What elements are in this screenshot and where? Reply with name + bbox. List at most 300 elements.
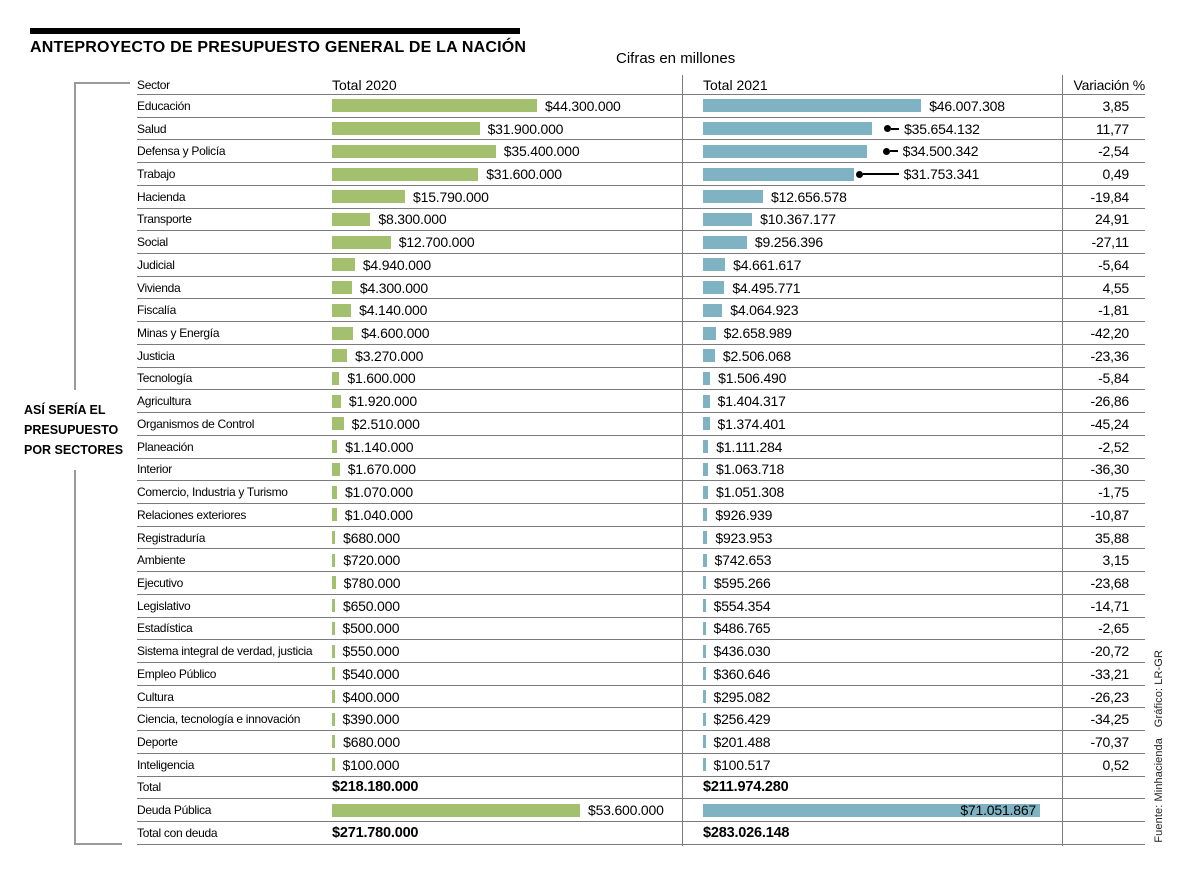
value-2021: $283.026.148 <box>703 824 790 841</box>
table-row <box>137 708 1145 731</box>
variation-value: -2,54 <box>1098 143 1129 160</box>
variation-value: -26,86 <box>1090 393 1129 410</box>
cell-2021 <box>682 121 1062 137</box>
sector-label: Trabajo <box>137 167 176 182</box>
bar-2021-wrap <box>703 713 706 726</box>
bar-2020 <box>332 690 335 703</box>
bar-2020 <box>332 645 335 658</box>
table-row <box>137 118 1145 141</box>
sector-label: Justicia <box>137 348 175 363</box>
bar-2020 <box>332 281 352 294</box>
bar-2020 <box>332 667 335 680</box>
table-row <box>137 663 1145 686</box>
value-2020: $400.000 <box>342 688 400 705</box>
cell-2020 <box>332 143 682 159</box>
bar-2021-wrap <box>703 327 716 340</box>
table-row <box>137 299 1145 322</box>
value-2021: $436.030 <box>713 643 771 660</box>
cell-2020 <box>332 211 682 227</box>
bar-2021-wrap <box>703 554 707 567</box>
table-header-row <box>137 75 1145 95</box>
table-row <box>137 390 1145 413</box>
cell-2020 <box>332 757 682 773</box>
variation-value: -26,23 <box>1090 688 1129 705</box>
cell-2020 <box>332 121 682 137</box>
cell-2020 <box>332 370 682 386</box>
table-row <box>137 163 1145 186</box>
bar-2020 <box>332 395 341 408</box>
variation-value: -27,11 <box>1091 234 1129 251</box>
variation-value: -45,24 <box>1090 415 1129 432</box>
variation-value: -36,30 <box>1090 461 1129 478</box>
bar-2020 <box>332 417 344 430</box>
bar-2021 <box>703 349 715 362</box>
bar-2020 <box>332 463 340 476</box>
cell-2020 <box>332 666 682 682</box>
bar-2021 <box>703 735 706 748</box>
cell-2021 <box>682 348 1062 364</box>
bar-2021-wrap <box>703 622 706 635</box>
table-body <box>137 95 1145 845</box>
cell-2021 <box>682 620 1062 636</box>
table-row <box>137 822 1145 845</box>
bar-2020 <box>332 622 335 635</box>
cell-2020 <box>332 530 682 546</box>
bar-2020 <box>332 304 351 317</box>
bar-2021-wrap <box>703 145 867 158</box>
cell-2020 <box>332 825 682 841</box>
cell-2020 <box>332 598 682 614</box>
cell-2021 <box>682 757 1062 773</box>
cell-2020 <box>332 325 682 341</box>
bar-2021-wrap <box>703 531 707 544</box>
variation-value: 0,49 <box>1102 166 1129 183</box>
bar-2021 <box>703 508 707 521</box>
variation-value: -14,71 <box>1090 597 1129 614</box>
table-row <box>137 322 1145 345</box>
bar-2020 <box>332 599 335 612</box>
bar-2021 <box>703 190 763 203</box>
table-row <box>137 527 1145 550</box>
variation-value: -23,36 <box>1090 347 1129 364</box>
value-2021: $256.429 <box>713 711 771 728</box>
bar-2021-wrap <box>703 486 708 499</box>
cell-2020 <box>332 620 682 636</box>
value-2021: $554.354 <box>713 597 771 614</box>
value-2021: $9.256.396 <box>754 234 823 251</box>
sector-label: Comercio, Industria y Turismo <box>137 485 288 500</box>
bar-2020 <box>332 236 391 249</box>
cell-2020 <box>332 802 682 818</box>
sector-label: Fiscalía <box>137 303 176 318</box>
cell-2020 <box>332 257 682 273</box>
variation-value: -33,21 <box>1090 665 1129 682</box>
cell-2020 <box>332 484 682 500</box>
sector-label: Cultura <box>137 689 174 704</box>
table-row <box>137 572 1145 595</box>
cell-2021 <box>682 689 1062 705</box>
bar-2021 <box>703 168 854 181</box>
value-2020: $1.670.000 <box>347 461 416 478</box>
cell-2020 <box>332 552 682 568</box>
bar-2020 <box>332 713 335 726</box>
bar-2021 <box>703 213 752 226</box>
side-bracket-top <box>74 82 130 84</box>
bar-2021 <box>703 531 707 544</box>
value-2020: $4.300.000 <box>359 279 428 296</box>
col-header-sector: Sector <box>137 77 170 92</box>
bar-2021 <box>703 713 706 726</box>
cell-2021 <box>682 804 1062 817</box>
col-header-total-2021: Total 2021 <box>703 76 768 93</box>
cell-2021 <box>682 143 1062 159</box>
bar-2021-wrap <box>703 508 707 521</box>
bar-2020 <box>332 122 480 135</box>
bar-2020 <box>332 190 405 203</box>
sector-label: Ambiente <box>137 553 186 568</box>
cell-2020 <box>332 348 682 364</box>
cell-2020 <box>332 507 682 523</box>
sector-label: Registraduría <box>137 530 206 545</box>
cell-2021 <box>682 370 1062 386</box>
units-note: Cifras en millones <box>616 50 736 67</box>
bar-2021-wrap <box>703 236 747 249</box>
value-2020: $271.780.000 <box>332 824 419 841</box>
value-2020: $31.600.000 <box>486 166 562 183</box>
value-2020: $218.180.000 <box>332 779 419 796</box>
bar-2021 <box>703 667 706 680</box>
value-2020: $4.140.000 <box>359 302 428 319</box>
value-2021: $12.656.578 <box>771 188 847 205</box>
table-row <box>137 777 1145 800</box>
sector-label: Organismos de Control <box>137 416 255 431</box>
variation-value: -10,87 <box>1090 506 1129 523</box>
bar-2021 <box>703 99 921 112</box>
value-2021: $100.517 <box>713 756 771 773</box>
bar-2021 <box>703 645 706 658</box>
cell-2021 <box>682 825 1062 841</box>
cell-2020 <box>332 734 682 750</box>
bar-2020 <box>332 327 353 340</box>
bar-2021 <box>703 440 708 453</box>
bar-2020 <box>332 145 496 158</box>
cell-2021 <box>682 530 1062 546</box>
variation-value: -34,25 <box>1090 711 1129 728</box>
bar-2021 <box>703 372 710 385</box>
value-2020: $680.000 <box>343 529 400 546</box>
sector-label: Defensa y Policía <box>137 144 226 159</box>
table-row <box>137 459 1145 482</box>
value-2021: $486.765 <box>713 620 771 637</box>
source-note: Fuente: Minhacienda <box>1153 738 1165 843</box>
sector-label: Deuda Pública <box>137 803 212 818</box>
variation-value: -20,72 <box>1090 643 1129 660</box>
sector-label: Relaciones exteriores <box>137 507 247 522</box>
table-row <box>137 140 1145 163</box>
variation-value: 0,52 <box>1102 756 1129 773</box>
value-2021: $34.500.342 <box>902 143 979 160</box>
table-row <box>137 436 1145 459</box>
table-row <box>137 209 1145 232</box>
title-rule <box>30 28 520 34</box>
sector-label: Ejecutivo <box>137 575 183 590</box>
cell-2021 <box>682 779 1062 795</box>
table-row <box>137 95 1145 118</box>
cell-2021 <box>682 484 1062 500</box>
side-bracket-bottom <box>74 843 122 845</box>
value-2021: $595.266 <box>713 574 771 591</box>
bar-2021-wrap <box>703 395 710 408</box>
cell-2021 <box>682 211 1062 227</box>
bar-2021-wrap <box>703 690 706 703</box>
value-2020: $1.920.000 <box>348 393 417 410</box>
value-2021: $4.064.923 <box>730 302 799 319</box>
bar-2020 <box>332 508 337 521</box>
value-2021: $31.753.341 <box>903 166 980 183</box>
value-2021: $10.367.177 <box>760 211 836 228</box>
table-row <box>137 345 1145 368</box>
table-row <box>137 686 1145 709</box>
col-header-total-2020: Total 2020 <box>332 76 397 93</box>
value-2020: $2.510.000 <box>351 415 420 432</box>
cell-2020 <box>332 280 682 296</box>
cell-2020 <box>332 643 682 659</box>
value-2020: $780.000 <box>343 574 401 591</box>
cell-2020 <box>332 461 682 477</box>
value-2020: $15.790.000 <box>413 188 489 205</box>
sector-label: Salud <box>137 121 167 136</box>
sector-label: Minas y Energía <box>137 326 220 341</box>
sector-label: Hacienda <box>137 189 186 204</box>
table-row <box>137 799 1145 822</box>
cell-2021 <box>682 643 1062 659</box>
bar-2021 <box>703 395 710 408</box>
bar-2021 <box>703 281 724 294</box>
marker-dot-icon <box>884 125 891 132</box>
table-row <box>137 368 1145 391</box>
bar-2021 <box>703 599 706 612</box>
bar-2020 <box>332 168 478 181</box>
cell-2021 <box>682 325 1062 341</box>
variation-value: 11,77 <box>1096 120 1129 137</box>
bar-2021 <box>703 690 706 703</box>
value-2020: $720.000 <box>343 552 401 569</box>
marker-line <box>890 150 898 152</box>
value-2021: $2.506.068 <box>722 347 791 364</box>
table-row <box>137 640 1145 663</box>
value-2021: $926.939 <box>715 506 773 523</box>
marker-dot-icon <box>856 171 863 178</box>
cell-2021 <box>682 666 1062 682</box>
table-row <box>137 413 1145 436</box>
bar-2020 <box>332 735 335 748</box>
value-2021: $1.063.718 <box>716 461 785 478</box>
cell-2021 <box>682 461 1062 477</box>
bar-2020 <box>332 576 336 589</box>
cell-2021 <box>682 439 1062 455</box>
variation-value: -5,84 <box>1098 370 1129 387</box>
bar-2021 <box>703 463 708 476</box>
bar-2021 <box>703 258 725 271</box>
value-2020: $680.000 <box>343 733 400 750</box>
table-row <box>137 618 1145 641</box>
sector-label: Legislativo <box>137 598 191 613</box>
variation-value: 24,91 <box>1094 211 1129 228</box>
bar-2021-wrap <box>703 258 725 271</box>
table-row <box>137 754 1145 777</box>
variation-value: -1,81 <box>1098 302 1129 319</box>
value-2020: $8.300.000 <box>378 211 447 228</box>
cell-2021 <box>682 575 1062 591</box>
page-title: ANTEPROYECTO DE PRESUPUESTO GENERAL DE LA NACIÓN <box>30 39 527 56</box>
sector-label: Inteligencia <box>137 757 195 772</box>
value-2020: $4.940.000 <box>362 256 431 273</box>
value-2020: $1.040.000 <box>344 506 413 523</box>
value-2020: $390.000 <box>342 711 400 728</box>
cell-2021 <box>682 98 1062 114</box>
bar-2021-wrap <box>703 667 706 680</box>
value-2021: $1.404.317 <box>717 393 786 410</box>
bar-2021-wrap <box>703 735 706 748</box>
value-2021: $2.658.989 <box>723 325 792 342</box>
cell-2021 <box>682 507 1062 523</box>
bar-2021 <box>703 327 716 340</box>
variation-value: -70,37 <box>1090 733 1129 750</box>
bar-2020 <box>332 372 339 385</box>
sector-label: Vivienda <box>137 280 181 295</box>
bar-2021 <box>703 576 706 589</box>
bar-2020 <box>332 486 337 499</box>
value-2020: $100.000 <box>342 756 400 773</box>
value-2021: $201.488 <box>713 733 771 750</box>
bar-2021-wrap <box>703 372 710 385</box>
variation-value: 3,15 <box>1102 552 1129 569</box>
variation-value: -2,65 <box>1098 620 1129 637</box>
credit-note: Gráfico: LR-GR <box>1153 650 1165 728</box>
value-2020: $35.400.000 <box>503 143 580 160</box>
bar-2021 <box>703 122 872 135</box>
sector-label: Tecnología <box>137 371 193 386</box>
marker-line <box>891 128 899 130</box>
bar-2021 <box>703 554 707 567</box>
cell-2021 <box>682 734 1062 750</box>
value-2020: $1.600.000 <box>347 370 416 387</box>
budget-table <box>137 75 1145 845</box>
bar-2021-wrap <box>703 440 708 453</box>
bar-2021 <box>703 417 710 430</box>
bar-2021 <box>703 486 708 499</box>
bar-2021-wrap <box>703 599 706 612</box>
bar-2021-wrap <box>703 463 708 476</box>
cell-2020 <box>332 189 682 205</box>
bar-2021-wrap <box>703 281 724 294</box>
marker-dot-icon <box>883 148 890 155</box>
sector-label: Deporte <box>137 734 178 749</box>
value-2020: $1.070.000 <box>344 484 414 501</box>
sector-label: Estadística <box>137 621 193 636</box>
variation-value: -42,20 <box>1090 325 1129 342</box>
value-2021: $295.082 <box>713 688 771 705</box>
bar-2021-wrap <box>703 576 706 589</box>
cell-2020 <box>332 166 682 182</box>
value-2021: $1.374.401 <box>717 415 786 432</box>
cell-2020 <box>332 98 682 114</box>
bar-2020 <box>332 531 335 544</box>
table-row <box>137 549 1145 572</box>
cell-2020 <box>332 711 682 727</box>
sector-label: Empleo Público <box>137 666 217 681</box>
value-2021: $4.495.771 <box>732 279 801 296</box>
cell-2021 <box>682 257 1062 273</box>
col-header-variation: Variación % <box>1073 76 1145 93</box>
value-2020: $540.000 <box>342 665 400 682</box>
value-2021: $1.111.284 <box>716 438 783 455</box>
cell-2021 <box>682 598 1062 614</box>
bar-2021-wrap <box>703 758 706 771</box>
sector-label: Total <box>137 780 161 795</box>
bar-2020 <box>332 213 370 226</box>
bar-2020 <box>332 758 335 771</box>
variation-value: 35,88 <box>1094 529 1129 546</box>
table-row <box>137 731 1145 754</box>
cell-2021 <box>682 302 1062 318</box>
cell-2021 <box>682 166 1062 182</box>
bar-2021-wrap <box>703 645 706 658</box>
value-2020: $3.270.000 <box>355 347 424 364</box>
value-2020: $31.900.000 <box>487 120 564 137</box>
bar-2021 <box>703 758 706 771</box>
sector-label: Judicial <box>137 257 175 272</box>
bar-2021-wrap <box>703 304 722 317</box>
bar-2021-wrap <box>703 190 763 203</box>
bar-2020 <box>332 349 347 362</box>
cell-2021 <box>682 234 1062 250</box>
cell-2021 <box>682 552 1062 568</box>
value-2021: $46.007.308 <box>929 97 1005 114</box>
sector-label: Interior <box>137 462 172 477</box>
bar-2021-wrap <box>703 213 752 226</box>
sector-label: Social <box>137 235 168 250</box>
marker-line <box>863 173 899 175</box>
cell-2020 <box>332 416 682 432</box>
variation-value: -19,84 <box>1090 188 1129 205</box>
bar-2021-wrap <box>703 99 921 112</box>
variation-value: -2,52 <box>1098 438 1129 455</box>
table-row <box>137 186 1145 209</box>
cell-2021 <box>682 280 1062 296</box>
table-row <box>137 481 1145 504</box>
bar-2021-wrap <box>703 349 715 362</box>
value-2021: $742.653 <box>714 552 772 569</box>
sector-label: Agricultura <box>137 394 192 409</box>
bar-2020 <box>332 258 355 271</box>
variation-value: 4,55 <box>1102 279 1129 296</box>
value-2021: $4.661.617 <box>733 256 802 273</box>
cell-2021 <box>682 711 1062 727</box>
cell-2020 <box>332 234 682 250</box>
variation-value: -23,68 <box>1090 574 1129 591</box>
bar-2021 <box>703 622 706 635</box>
cell-2020 <box>332 302 682 318</box>
bar-2021 <box>703 304 722 317</box>
sector-label: Educación <box>137 98 191 113</box>
bar-2021-wrap <box>703 417 710 430</box>
cell-2020 <box>332 779 682 795</box>
value-2020: $53.600.000 <box>588 802 664 819</box>
cell-2020 <box>332 393 682 409</box>
variation-value: 3,85 <box>1102 97 1129 114</box>
value-2021: $35.654.132 <box>904 120 980 137</box>
